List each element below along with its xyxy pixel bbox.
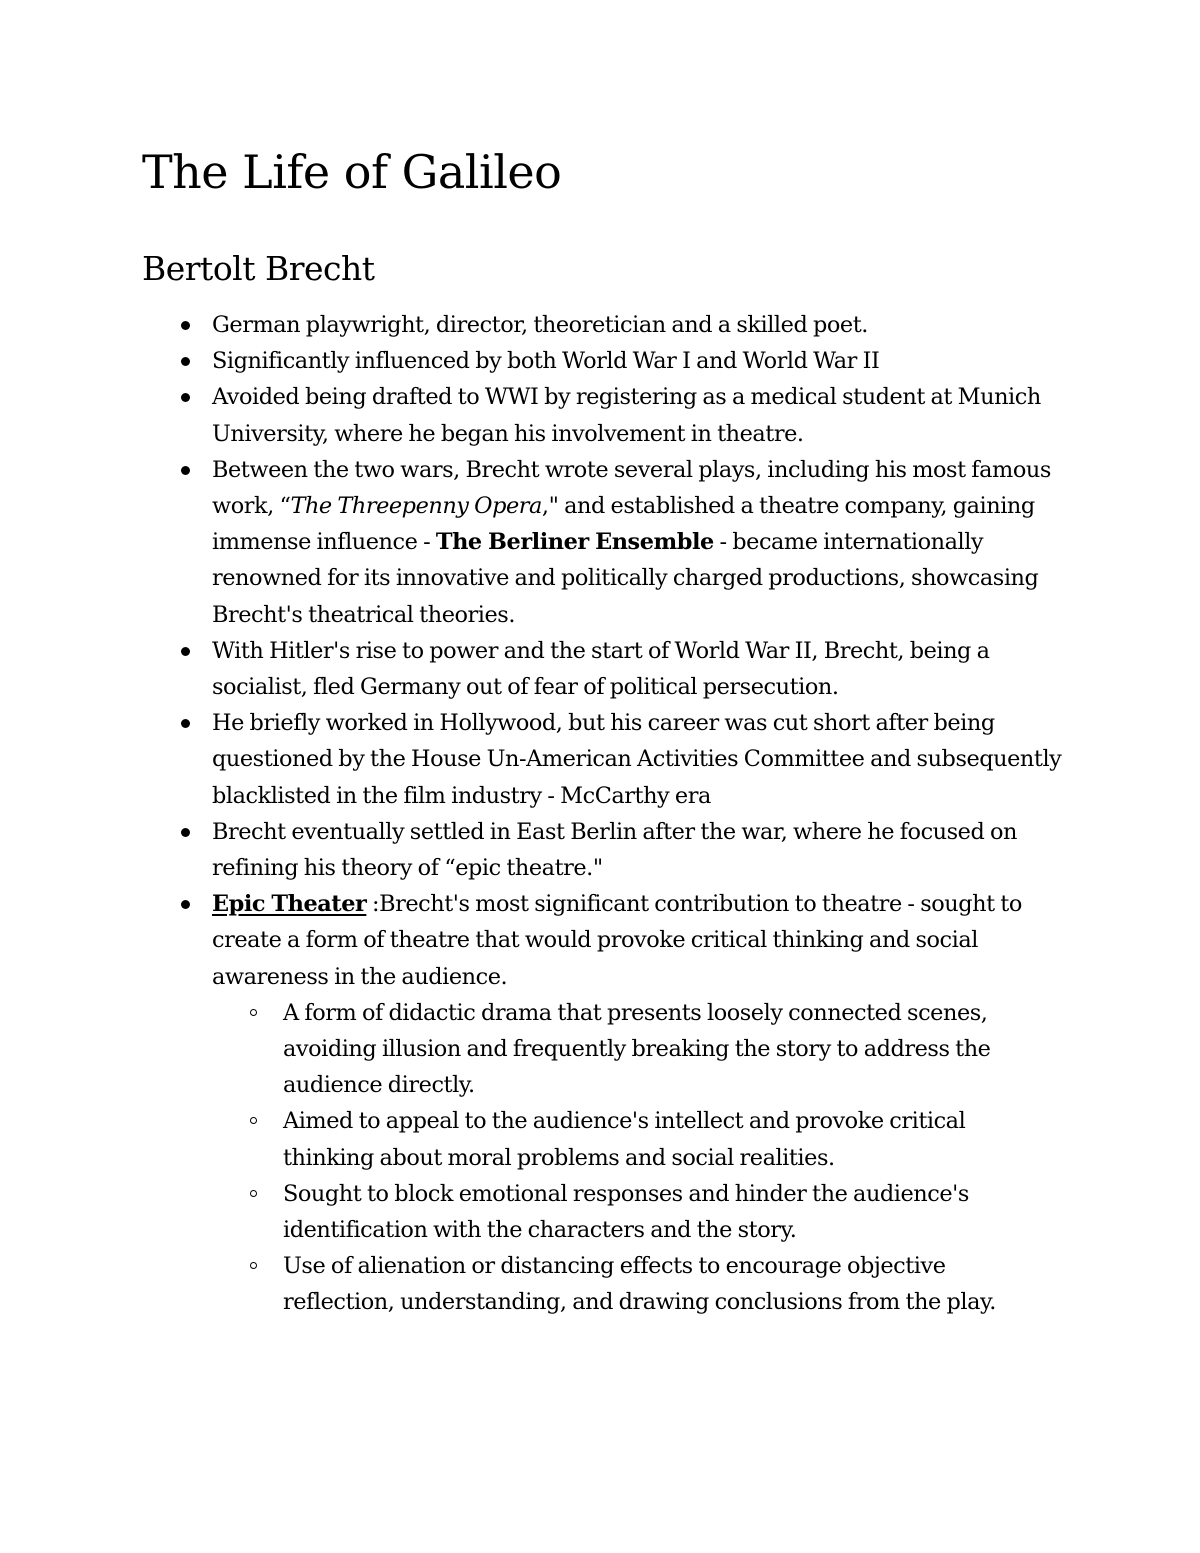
sub-list-item-text: A form of didactic drama that presents loosely connected scenes, avoiding illusion and frequently breaking the story to address the audience directly.: [283, 999, 991, 1099]
list-item-text: ," and established a theatre company, gaining immense influence -: [212, 493, 1035, 556]
bullet-list: [0, 307, 1200, 1321]
bullet-dot-icon: [181, 357, 190, 366]
list-item-text: German playwright, director, theoretician and a skilled poet.: [212, 312, 868, 338]
list-item-text: Avoided being drafted to WWI by registering as a medical student at Munich University, where he began his involvement in theatre.: [212, 384, 1041, 447]
bullet-dot-icon: [181, 321, 190, 330]
sub-bullet-list: [212, 995, 1067, 1321]
list-item-text: Significantly influenced by both World War I and World War II: [212, 348, 880, 375]
list-item: [212, 705, 1067, 814]
list-item-text: He briefly worked in Hollywood, but his career was cut short after being questioned by the House Un-American Activities Committee and subsequently blacklisted in the film industry - McCarthy era: [212, 710, 1062, 809]
document-title: The Life of Galileo: [142, 145, 562, 199]
list-item: [212, 452, 1067, 633]
hollow-circle-bullet-icon: [250, 1009, 257, 1016]
epic-theater-term: Epic Theater: [212, 891, 367, 918]
hollow-circle-bullet-icon: [250, 1262, 257, 1269]
list-item-text: :Brecht's most significant contribution to theatre - sought to create a form of theatre that would provoke critical thinking and social awareness in the audience.: [212, 891, 1022, 990]
list-item-text: With Hitler's rise to power and the start of World War II, Brecht, being a socialist, fled Germany out of fear of political persecution.: [212, 637, 990, 701]
sub-list-item: [283, 995, 1058, 1104]
bullet-dot-icon: [181, 393, 190, 402]
sub-list-item: [283, 1176, 1058, 1248]
sub-list-item-text: Sought to block emotional responses and hinder the audience's identification with the characters and the story.: [283, 1180, 969, 1244]
sub-list-item-text: Use of alienation or distancing effects to encourage objective reflection, understanding, and drawing conclusions from the play.: [283, 1253, 996, 1316]
bullet-dot-icon: [181, 900, 190, 909]
bullet-dot-icon: [181, 647, 190, 656]
theatre-company-name: The Berliner Ensemble: [435, 529, 714, 556]
play-title: The Threepenny Opera: [290, 493, 542, 520]
hollow-circle-bullet-icon: [250, 1117, 257, 1124]
list-item-text: Between the two wars, Brecht wrote several plays, including his most famous work, “: [212, 456, 1051, 520]
list-item-text: - became internationally renowned for its innovative and politically charged productions, showcasing Brecht's theatrical theories.: [212, 529, 1039, 628]
sub-list-item-text: Aimed to appeal to the audience's intellect and provoke critical thinking about moral problems and social realities.: [283, 1108, 966, 1171]
list-item: [212, 379, 1067, 451]
section-heading: Bertolt Brecht: [142, 249, 375, 288]
sub-list-item: [283, 1103, 1058, 1175]
list-item: [212, 633, 1067, 705]
bullet-dot-icon: [181, 828, 190, 837]
list-item: [212, 307, 1067, 343]
bullet-dot-icon: [181, 466, 190, 475]
list-item: [212, 814, 1067, 886]
bullet-dot-icon: [181, 719, 190, 728]
list-item: [212, 343, 1067, 379]
list-item: [212, 886, 1067, 1320]
sub-list-item: [283, 1248, 1058, 1320]
list-item-text: Brecht eventually settled in East Berlin after the war, where he focused on refining his theory of “epic theatre.": [212, 818, 1018, 882]
hollow-circle-bullet-icon: [250, 1190, 257, 1197]
